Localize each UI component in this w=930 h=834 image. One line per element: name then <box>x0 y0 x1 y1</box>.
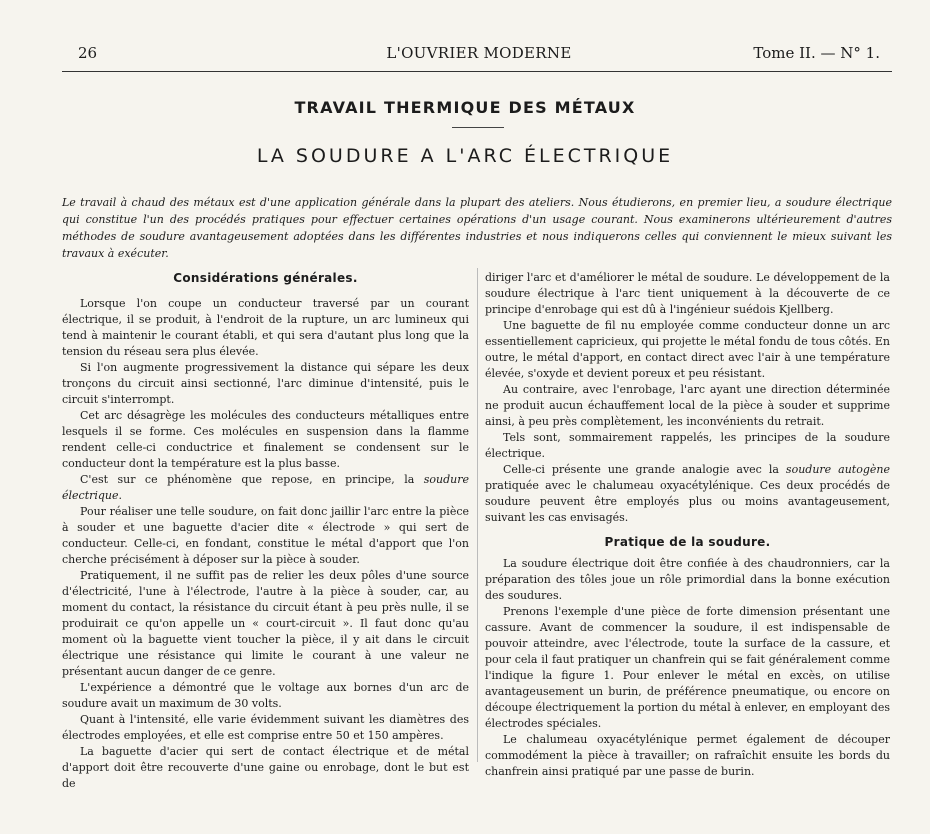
paragraph: L'expérience a démontré que le voltage aux bornes d'un arc de soudure avait un maximum de 30 volts. <box>62 681 469 710</box>
paragraph: Le chalumeau oxyacétylénique permet également de découper commodément la pièce à travailler; on rafraîchit ensuite les bords du chanfrein ainsi pratiqué par une passe de burin. <box>485 733 890 778</box>
paragraph <box>62 472 469 504</box>
paragraph-continued: diriger l'arc et d'améliorer le métal de soudure. Le développement de la soudure électrique à l'arc tient uniquement à la découverte de ce principe d'enrobage qui est dû à l'ingénieur suédois Kjellberg. <box>485 271 890 316</box>
paragraph: Au contraire, avec l'enrobage, l'arc ayant une direction déterminée ne produit aucun échauffement local de la pièce à souder et supprime ainsi, à peu près complètement, les inconvénients du retrait. <box>485 383 890 428</box>
paragraph: Lorsque l'on coupe un conducteur traversé par un courant électrique, il se produit, à l'endroit de la rupture, un arc lumineux qui tend à maintenir le courant établi, et qui sera d'autant plus long que la tension du réseau sera plus élevée. <box>62 297 469 358</box>
paragraph: Prenons l'exemple d'une pièce de forte dimension présentant une cassure. Avant de commencer la soudure, il est indispensable de pouvoir atteindre, avec l'électrode, toute la surface de la cassure, et pour cela il faut pratiquer un chanfrein qui se fait généralement comme l'indique la figure 1. Pour enlever le métal en excès, on utilise avantageusement un burin, de préférence pneumatique, ou encore on découpe électriquement la portion du métal à enlever, en employant des électrodes spéciales. <box>485 605 890 730</box>
left-column <box>62 270 469 792</box>
journal-title: L'OUVRIER MODERNE <box>386 44 572 62</box>
paragraph: Cet arc désagrège les molécules des conducteurs métalliques entre lesquels il se forme. Ces molécules en suspension dans la flamme rendent celle-ci conductrice et finalement se condensent sur le conducteur dont la température est la plus basse. <box>62 409 469 470</box>
running-head <box>78 44 880 64</box>
text-run: C'est sur ce phénomène que repose, en principe, la <box>80 473 424 486</box>
section-heading-practice: Pratique de la soudure. <box>604 535 771 549</box>
paragraph: La soudure électrique doit être confiée à des chaudronniers, car la préparation des tôles joue un rôle primordial dans la bonne exécution des soudures. <box>485 557 890 602</box>
paragraph: Tels sont, sommairement rappelés, les principes de la soudure électrique. <box>485 431 890 460</box>
column-divider <box>477 268 478 762</box>
text-run: pratiquée avec le chalumeau oxyacétylénique. Ces deux procédés de soudure peuvent être employés plus ou moins avantageusement, suivant les cas envisagés. <box>485 479 890 524</box>
section-title: TRAVAIL THERMIQUE DES MÉTAUX <box>294 98 636 117</box>
emphasis: soudure électrique <box>62 473 469 502</box>
text-run: . <box>118 489 123 502</box>
paragraph: Si l'on augmente progressivement la distance qui sépare les deux tronçons du circuit ainsi sectionné, l'arc diminue d'intensité, puis le circuit s'interrompt. <box>62 361 469 406</box>
paragraph: Pratiquement, il ne suffit pas de relier les deux pôles d'une source d'électricité, l'une à l'électrode, l'autre à la pièce à souder, car, au moment du contact, la résistance du circuit étant à peu près nulle, il se produirait ce qu'on appelle un « court-circuit ». Il faut donc qu'au moment où la baguette vient toucher la pièce, il y ait dans le circuit électrique une résistance qui limite le courant à une valeur ne présentant aucun danger de ce genre. <box>62 569 469 678</box>
paragraph: Quant à l'intensité, elle varie évidemment suivant les diamètres des électrodes employées, et elle est comprise entre 50 et 150 ampères. <box>62 713 469 742</box>
section-heading-general: Considérations générales. <box>173 271 358 285</box>
page-number: 26 <box>78 44 98 62</box>
volume-issue: Tome II. — N° 1. <box>753 44 880 62</box>
emphasis: soudure autogène <box>785 463 890 476</box>
paragraph: Pour réaliser une telle soudure, on fait donc jaillir l'arc entre la pièce à souder et une baguette d'acier dite « électrode » qui sert de conducteur. Celle-ci, en fondant, constitue le métal d'apport que l'on cherche précisément à déposer sur la pièce à souder. <box>62 505 469 566</box>
paragraph: La baguette d'acier qui sert de contact électrique et de métal d'apport doit être recouverte d'une gaine ou enrobage, dont le but est de <box>62 745 469 790</box>
right-column <box>485 270 890 780</box>
article-intro: Le travail à chaud des métaux est d'une application générale dans la plupart des ateliers. Nous étudierons, en premier lieu, a soudure électrique qui constitue l'un des procédés pratiques pour effectuer certaines opérations d'un usage courant. Nous examinerons ultérieurement d'autres méthodes de soudure avantageusement adoptées dans les différentes industries et nous indiquerons celles qui conviennent le mieux suivant les travaux à exécuter. <box>62 196 892 260</box>
paragraph <box>485 462 890 526</box>
paragraph: Une baguette de fil nu employée comme conducteur donne un arc essentiellement capricieux, qui projette le métal fondu de tous côtés. En outre, le métal d'apport, en contact direct avec l'air à une température élevée, s'oxyde et devient poreux et peu résistant. <box>485 319 890 380</box>
article-title: LA SOUDURE A L'ARC ÉLECTRIQUE <box>256 145 674 167</box>
text-run: Celle-ci présente une grande analogie avec la <box>503 463 786 476</box>
title-divider <box>452 127 504 128</box>
header-rule <box>62 71 892 72</box>
